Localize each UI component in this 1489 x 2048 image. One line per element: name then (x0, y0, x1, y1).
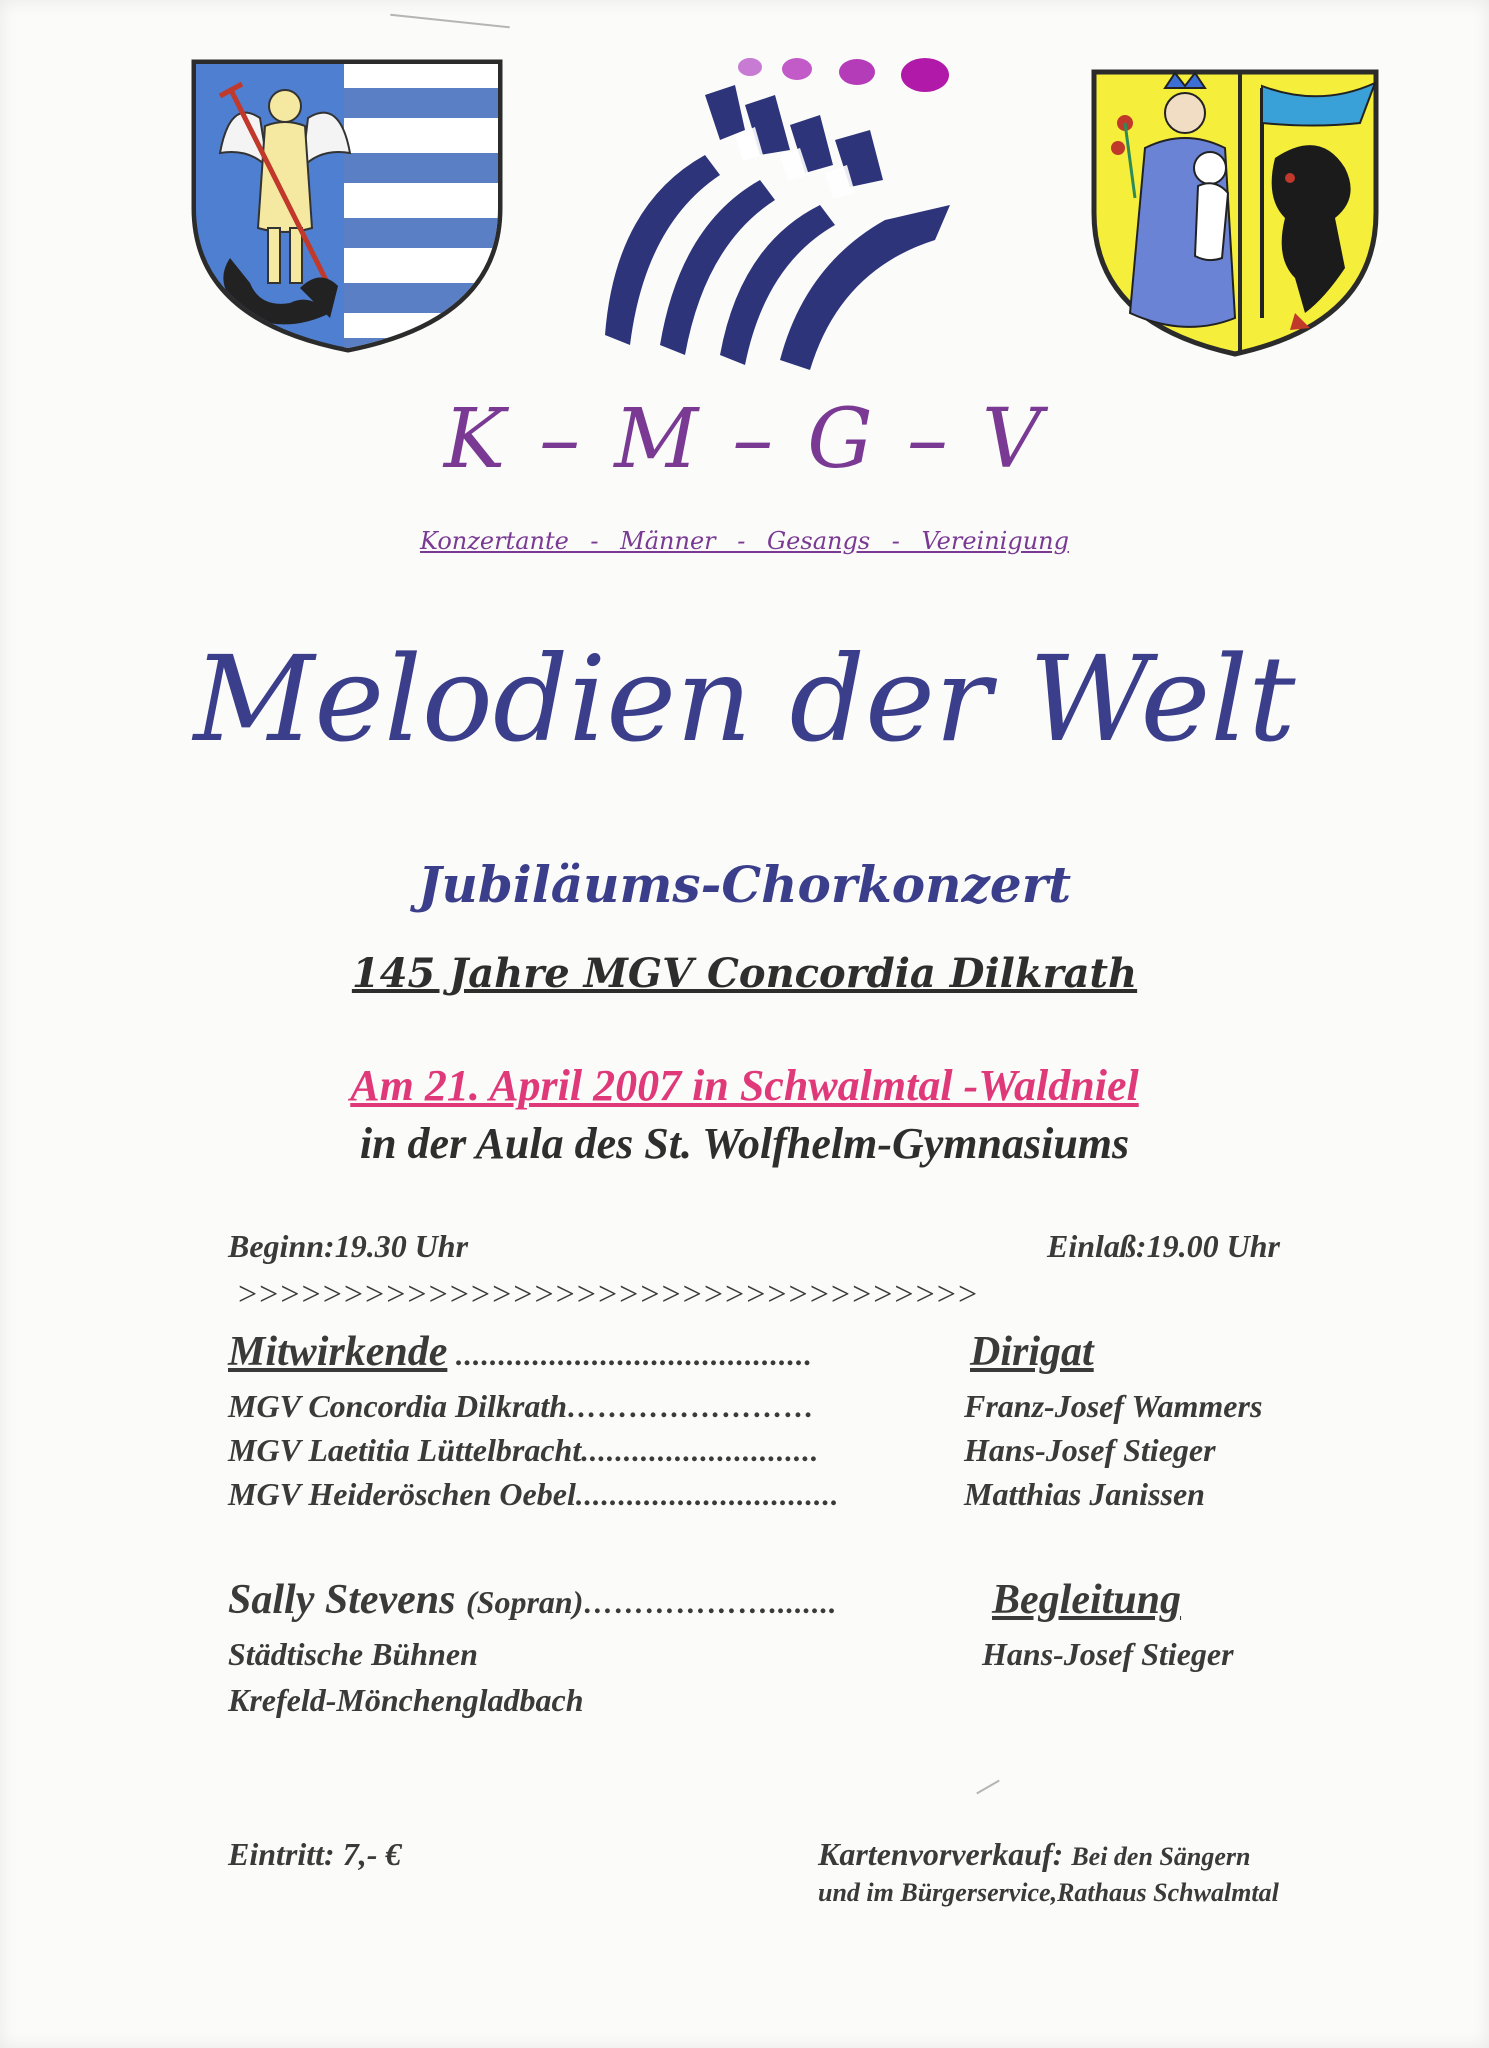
start-time: Beginn:19.30 Uhr (228, 1228, 469, 1264)
participant-choir (228, 1476, 839, 1513)
soloist-affiliation-city: Krefeld-Mönchengladbach (228, 1682, 584, 1718)
event-date-location: Am 21. April 2007 in Schwalmtal -Waldniel (350, 1061, 1139, 1110)
ticket-presale (818, 1836, 1250, 1873)
dot-leader: .......................................... (447, 1339, 813, 1372)
choir-conductor: Franz-Josef Wammers (964, 1388, 1263, 1424)
scan-scratch (976, 1780, 1000, 1795)
presale-label: Kartenvorverkauf: (818, 1836, 1072, 1872)
kmgv-logo-mark (585, 55, 960, 370)
soloist-affiliation: Städtische Bühnen (228, 1636, 478, 1672)
arrow-separator: >>>>>>>>>>>>>>>>>>>>>>>>>>>>>>>>>>> (238, 1276, 980, 1313)
scan-scratch (390, 14, 510, 29)
dot-leader: ............................... (575, 1479, 840, 1512)
soloist-line (228, 1576, 837, 1624)
organization-acronym: K – M – G – V (443, 392, 1046, 487)
dot-leader: ............................ (581, 1435, 820, 1468)
participants-heading-label: Mitwirkende (228, 1329, 448, 1375)
accompanist-name: Hans-Josef Stieger (982, 1636, 1234, 1672)
anniversary-line: 145 Jahre MGV Concordia Dilkrath (351, 950, 1138, 997)
choir-name: MGV Heideröschen Oebel (228, 1476, 576, 1512)
soloist-role: (Sopran) (466, 1584, 584, 1620)
choir-conductor: Hans-Josef Stieger (964, 1432, 1216, 1468)
participant-choir (228, 1388, 815, 1425)
choir-name: MGV Concordia Dilkrath (228, 1388, 568, 1424)
event-venue: in der Aula des St. Wolfhelm-Gymnasiums (359, 1119, 1130, 1168)
choir-name: MGV Laetitia Lüttelbracht (228, 1432, 582, 1468)
organization-full-name: Konzertante - Männer - Gesangs - Vereinigung (420, 527, 1069, 555)
soloist-name: Sally Stevens (228, 1577, 466, 1623)
left-coat-of-arms-emblem (190, 58, 505, 353)
dot-leader: …………………… (567, 1391, 816, 1424)
dot-leader: ………………........ (583, 1587, 838, 1620)
choir-conductor: Matthias Janissen (964, 1476, 1205, 1512)
presale-location: Bei den Sängern (1071, 1842, 1251, 1871)
participants-heading (228, 1328, 813, 1376)
concert-title: Melodien der Welt (193, 630, 1296, 768)
conductor-heading: Dirigat (970, 1329, 1094, 1375)
accompaniment-heading: Begleitung (992, 1577, 1182, 1623)
doors-open-time: Einlaß:19.00 Uhr (1047, 1228, 1280, 1264)
participant-choir (228, 1432, 819, 1469)
concert-subtitle: Jubiläums-Chorkonzert (417, 855, 1072, 914)
right-coat-of-arms-emblem (1090, 68, 1380, 358)
admission-price: Eintritt: 7,- € (228, 1836, 402, 1872)
presale-location-2: und im Bürgerservice,Rathaus Schwalmtal (818, 1878, 1279, 1907)
